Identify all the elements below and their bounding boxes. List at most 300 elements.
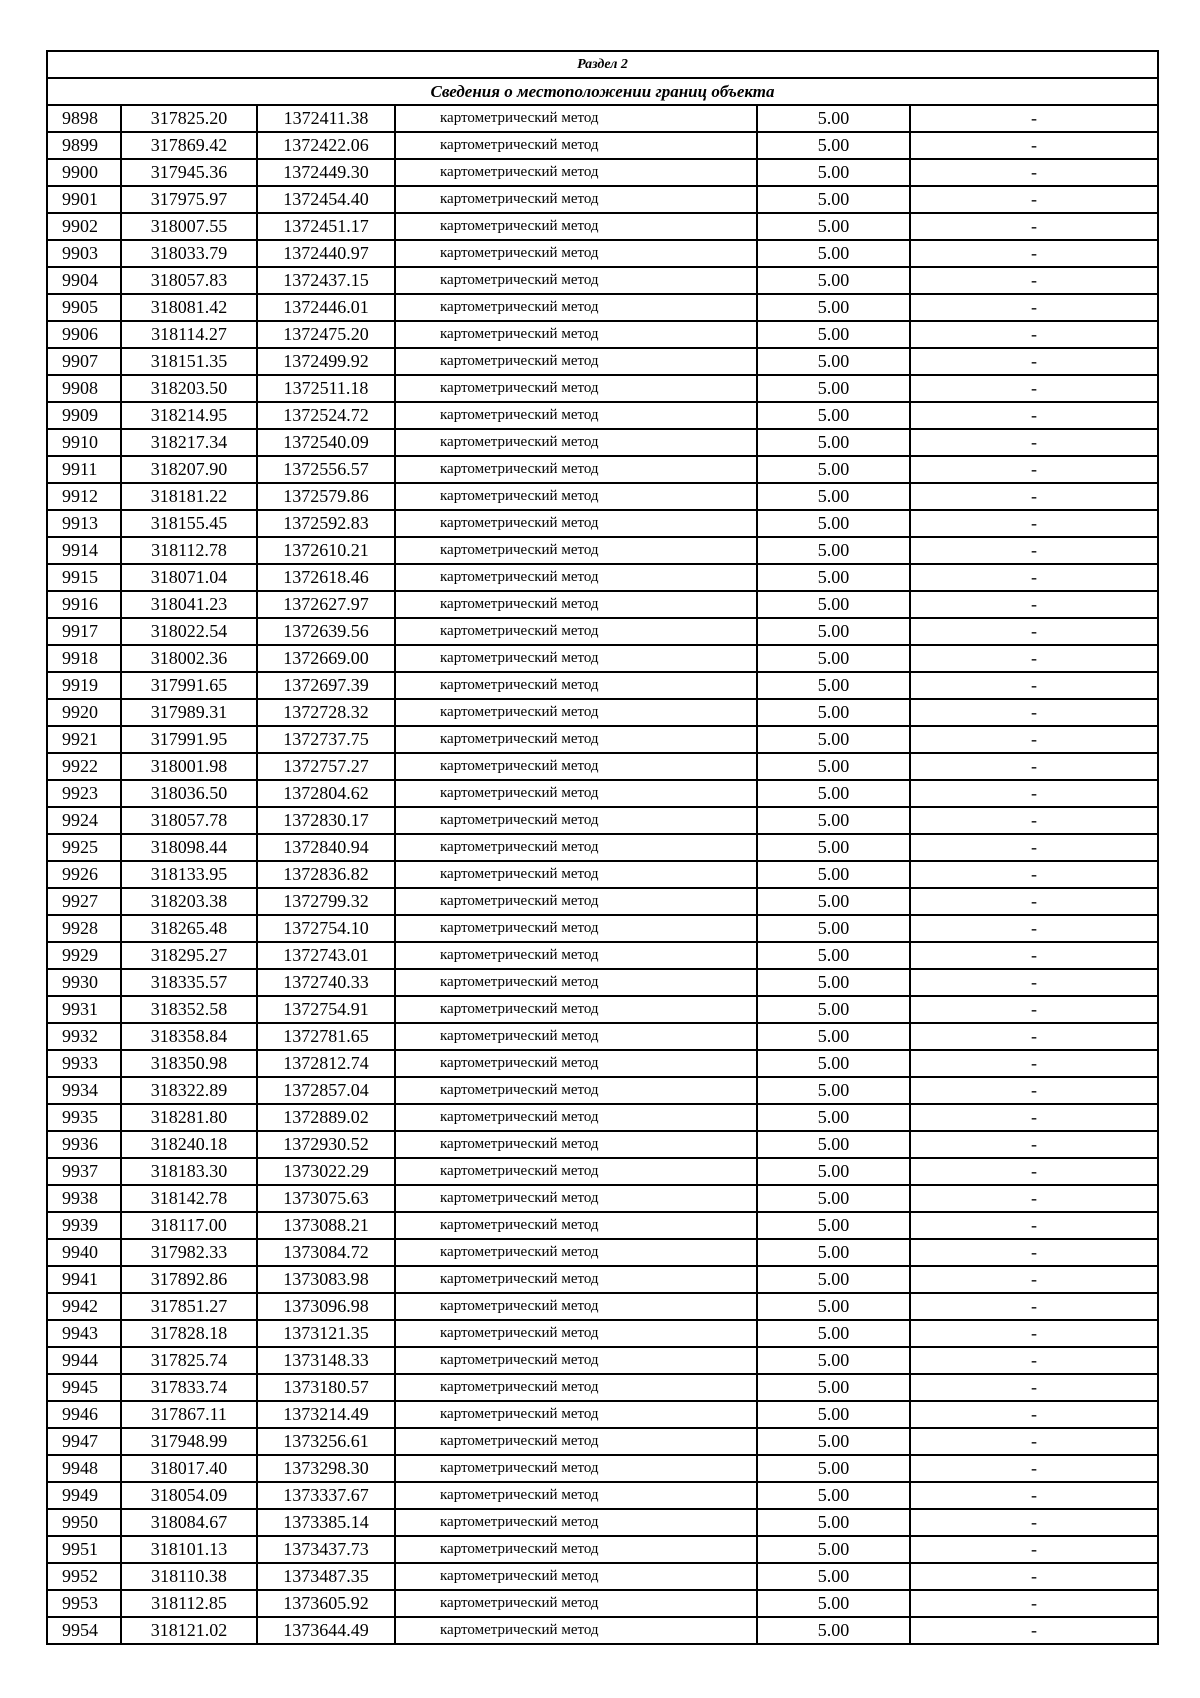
- coordinate-y-cell: 1373605.92: [257, 1590, 395, 1617]
- method-cell: картометрический метод: [395, 1536, 757, 1563]
- accuracy-cell: 5.00: [757, 1185, 910, 1212]
- table-row: [47, 915, 1158, 942]
- coordinate-y-cell: 1372627.97: [257, 591, 395, 618]
- description-cell: -: [910, 753, 1158, 780]
- coordinate-y-cell: 1372669.00: [257, 645, 395, 672]
- table-row: [47, 1077, 1158, 1104]
- description-cell: -: [910, 456, 1158, 483]
- coordinate-y-cell: 1373083.98: [257, 1266, 395, 1293]
- description-cell: -: [910, 483, 1158, 510]
- accuracy-cell: 5.00: [757, 1212, 910, 1239]
- coordinate-y-cell: 1372743.01: [257, 942, 395, 969]
- description-cell: -: [910, 888, 1158, 915]
- table-row: [47, 1374, 1158, 1401]
- table-row: [47, 645, 1158, 672]
- coordinate-y-cell: 1372499.92: [257, 348, 395, 375]
- method-cell: картометрический метод: [395, 1212, 757, 1239]
- coordinate-x-cell: 318057.78: [121, 807, 257, 834]
- coordinate-y-cell: 1373487.35: [257, 1563, 395, 1590]
- description-cell: -: [910, 213, 1158, 240]
- point-number-cell: 9912: [47, 483, 121, 510]
- description-cell: -: [910, 1266, 1158, 1293]
- description-cell: -: [910, 402, 1158, 429]
- method-cell: картометрический метод: [395, 591, 757, 618]
- table-row: [47, 1428, 1158, 1455]
- coordinate-x-cell: 318112.85: [121, 1590, 257, 1617]
- accuracy-cell: 5.00: [757, 1320, 910, 1347]
- point-number-cell: 9940: [47, 1239, 121, 1266]
- accuracy-cell: 5.00: [757, 402, 910, 429]
- method-cell: картометрический метод: [395, 1077, 757, 1104]
- coordinate-y-cell: 1372697.39: [257, 672, 395, 699]
- accuracy-cell: 5.00: [757, 348, 910, 375]
- table-row: [47, 1212, 1158, 1239]
- point-number-cell: 9943: [47, 1320, 121, 1347]
- coordinate-x-cell: 318155.45: [121, 510, 257, 537]
- point-number-cell: 9917: [47, 618, 121, 645]
- point-number-cell: 9939: [47, 1212, 121, 1239]
- method-cell: картометрический метод: [395, 996, 757, 1023]
- table-row: [47, 1050, 1158, 1077]
- accuracy-cell: 5.00: [757, 996, 910, 1023]
- description-cell: -: [910, 1158, 1158, 1185]
- coordinate-x-cell: 318358.84: [121, 1023, 257, 1050]
- accuracy-cell: 5.00: [757, 969, 910, 996]
- method-cell: картометрический метод: [395, 915, 757, 942]
- coordinate-y-cell: 1373298.30: [257, 1455, 395, 1482]
- coordinate-y-cell: 1372524.72: [257, 402, 395, 429]
- table-row: [47, 1590, 1158, 1617]
- description-cell: -: [910, 1347, 1158, 1374]
- table-row: [47, 1320, 1158, 1347]
- point-number-cell: 9948: [47, 1455, 121, 1482]
- method-cell: картометрический метод: [395, 1185, 757, 1212]
- coordinate-x-cell: 318151.35: [121, 348, 257, 375]
- coordinate-y-cell: 1373256.61: [257, 1428, 395, 1455]
- table-row: [47, 159, 1158, 186]
- coordinate-x-cell: 318214.95: [121, 402, 257, 429]
- description-cell: -: [910, 1617, 1158, 1644]
- description-cell: -: [910, 591, 1158, 618]
- coordinate-y-cell: 1372799.32: [257, 888, 395, 915]
- accuracy-cell: 5.00: [757, 213, 910, 240]
- description-cell: -: [910, 132, 1158, 159]
- description-cell: -: [910, 726, 1158, 753]
- point-number-cell: 9936: [47, 1131, 121, 1158]
- coordinate-x-cell: 317989.31: [121, 699, 257, 726]
- description-cell: -: [910, 537, 1158, 564]
- coordinate-x-cell: 318101.13: [121, 1536, 257, 1563]
- point-number-cell: 9941: [47, 1266, 121, 1293]
- point-number-cell: 9924: [47, 807, 121, 834]
- point-number-cell: 9930: [47, 969, 121, 996]
- method-cell: картометрический метод: [395, 1563, 757, 1590]
- description-cell: -: [910, 807, 1158, 834]
- method-cell: картометрический метод: [395, 1428, 757, 1455]
- table-row: [47, 1509, 1158, 1536]
- table-row: [47, 1158, 1158, 1185]
- coordinate-x-cell: 318133.95: [121, 861, 257, 888]
- method-cell: картометрический метод: [395, 510, 757, 537]
- coordinate-y-cell: 1372579.86: [257, 483, 395, 510]
- accuracy-cell: 5.00: [757, 645, 910, 672]
- coordinate-y-cell: 1372511.18: [257, 375, 395, 402]
- table-row: [47, 996, 1158, 1023]
- description-cell: -: [910, 1212, 1158, 1239]
- accuracy-cell: 5.00: [757, 1374, 910, 1401]
- coordinate-y-cell: 1372540.09: [257, 429, 395, 456]
- table-row: [47, 591, 1158, 618]
- accuracy-cell: 5.00: [757, 888, 910, 915]
- coordinate-y-cell: 1372889.02: [257, 1104, 395, 1131]
- accuracy-cell: 5.00: [757, 1131, 910, 1158]
- point-number-cell: 9946: [47, 1401, 121, 1428]
- description-cell: -: [910, 1104, 1158, 1131]
- description-cell: -: [910, 780, 1158, 807]
- point-number-cell: 9931: [47, 996, 121, 1023]
- table-row: [47, 780, 1158, 807]
- accuracy-cell: 5.00: [757, 915, 910, 942]
- description-cell: -: [910, 672, 1158, 699]
- coordinate-x-cell: 317892.86: [121, 1266, 257, 1293]
- table-row: [47, 699, 1158, 726]
- accuracy-cell: 5.00: [757, 1482, 910, 1509]
- table-row: [47, 1617, 1158, 1644]
- accuracy-cell: 5.00: [757, 564, 910, 591]
- table-row: [47, 375, 1158, 402]
- coordinate-y-cell: 1372618.46: [257, 564, 395, 591]
- description-cell: -: [910, 240, 1158, 267]
- method-cell: картометрический метод: [395, 888, 757, 915]
- coordinate-y-cell: 1372836.82: [257, 861, 395, 888]
- coordinate-y-cell: 1372781.65: [257, 1023, 395, 1050]
- point-number-cell: 9928: [47, 915, 121, 942]
- coordinate-x-cell: 318181.22: [121, 483, 257, 510]
- accuracy-cell: 5.00: [757, 267, 910, 294]
- point-number-cell: 9900: [47, 159, 121, 186]
- description-cell: -: [910, 861, 1158, 888]
- coordinate-x-cell: 318098.44: [121, 834, 257, 861]
- accuracy-cell: 5.00: [757, 726, 910, 753]
- table-row: [47, 942, 1158, 969]
- point-number-cell: 9944: [47, 1347, 121, 1374]
- point-number-cell: 9950: [47, 1509, 121, 1536]
- accuracy-cell: 5.00: [757, 807, 910, 834]
- coordinate-y-cell: 1372449.30: [257, 159, 395, 186]
- accuracy-cell: 5.00: [757, 1428, 910, 1455]
- coordinate-y-cell: 1373088.21: [257, 1212, 395, 1239]
- point-number-cell: 9933: [47, 1050, 121, 1077]
- method-cell: картометрический метод: [395, 267, 757, 294]
- accuracy-cell: 5.00: [757, 618, 910, 645]
- description-cell: -: [910, 1509, 1158, 1536]
- method-cell: картометрический метод: [395, 1617, 757, 1644]
- coordinate-x-cell: 318081.42: [121, 294, 257, 321]
- coordinate-x-cell: 318022.54: [121, 618, 257, 645]
- description-cell: -: [910, 1131, 1158, 1158]
- description-cell: -: [910, 942, 1158, 969]
- point-number-cell: 9911: [47, 456, 121, 483]
- method-cell: картометрический метод: [395, 186, 757, 213]
- table-row: [47, 1563, 1158, 1590]
- coordinate-y-cell: 1372804.62: [257, 780, 395, 807]
- method-cell: картометрический метод: [395, 645, 757, 672]
- section-title-row: [47, 78, 1158, 105]
- coordinate-x-cell: 318322.89: [121, 1077, 257, 1104]
- accuracy-cell: 5.00: [757, 294, 910, 321]
- coordinate-x-cell: 318036.50: [121, 780, 257, 807]
- table-row: [47, 861, 1158, 888]
- coordinate-x-cell: 318112.78: [121, 537, 257, 564]
- point-number-cell: 9947: [47, 1428, 121, 1455]
- method-cell: картометрический метод: [395, 1023, 757, 1050]
- coordinate-x-cell: 318203.50: [121, 375, 257, 402]
- coordinate-y-cell: 1372411.38: [257, 105, 395, 132]
- point-number-cell: 9915: [47, 564, 121, 591]
- description-cell: -: [910, 267, 1158, 294]
- description-cell: -: [910, 1401, 1158, 1428]
- description-cell: -: [910, 564, 1158, 591]
- accuracy-cell: 5.00: [757, 1104, 910, 1131]
- coordinate-y-cell: 1373437.73: [257, 1536, 395, 1563]
- method-cell: картометрический метод: [395, 132, 757, 159]
- accuracy-cell: 5.00: [757, 780, 910, 807]
- accuracy-cell: 5.00: [757, 1023, 910, 1050]
- method-cell: картометрический метод: [395, 375, 757, 402]
- table-row: [47, 1266, 1158, 1293]
- method-cell: картометрический метод: [395, 726, 757, 753]
- description-cell: -: [910, 618, 1158, 645]
- point-number-cell: 9952: [47, 1563, 121, 1590]
- method-cell: картометрический метод: [395, 618, 757, 645]
- point-number-cell: 9913: [47, 510, 121, 537]
- accuracy-cell: 5.00: [757, 861, 910, 888]
- point-number-cell: 9901: [47, 186, 121, 213]
- accuracy-cell: 5.00: [757, 1509, 910, 1536]
- method-cell: картометрический метод: [395, 1131, 757, 1158]
- description-cell: -: [910, 1563, 1158, 1590]
- section-title: Сведения о местоположении границ объекта: [47, 78, 1158, 105]
- accuracy-cell: 5.00: [757, 132, 910, 159]
- table-row: [47, 807, 1158, 834]
- accuracy-cell: 5.00: [757, 510, 910, 537]
- table-row: [47, 888, 1158, 915]
- accuracy-cell: 5.00: [757, 429, 910, 456]
- coordinate-x-cell: 317869.42: [121, 132, 257, 159]
- point-number-cell: 9932: [47, 1023, 121, 1050]
- coordinate-x-cell: 318142.78: [121, 1185, 257, 1212]
- table-row: [47, 726, 1158, 753]
- method-cell: картометрический метод: [395, 1158, 757, 1185]
- accuracy-cell: 5.00: [757, 159, 910, 186]
- coordinate-y-cell: 1372437.15: [257, 267, 395, 294]
- description-cell: -: [910, 294, 1158, 321]
- table-row: [47, 753, 1158, 780]
- accuracy-cell: 5.00: [757, 1347, 910, 1374]
- point-number-cell: 9909: [47, 402, 121, 429]
- coordinate-x-cell: 318203.38: [121, 888, 257, 915]
- point-number-cell: 9949: [47, 1482, 121, 1509]
- coordinate-x-cell: 318121.02: [121, 1617, 257, 1644]
- accuracy-cell: 5.00: [757, 186, 910, 213]
- point-number-cell: 9920: [47, 699, 121, 726]
- point-number-cell: 9927: [47, 888, 121, 915]
- description-cell: -: [910, 510, 1158, 537]
- method-cell: картометрический метод: [395, 834, 757, 861]
- point-number-cell: 9905: [47, 294, 121, 321]
- accuracy-cell: 5.00: [757, 1617, 910, 1644]
- method-cell: картометрический метод: [395, 1482, 757, 1509]
- table-row: [47, 483, 1158, 510]
- point-number-cell: 9929: [47, 942, 121, 969]
- method-cell: картометрический метод: [395, 861, 757, 888]
- point-number-cell: 9953: [47, 1590, 121, 1617]
- accuracy-cell: 5.00: [757, 1590, 910, 1617]
- coordinate-y-cell: 1373075.63: [257, 1185, 395, 1212]
- coordinate-x-cell: 318117.00: [121, 1212, 257, 1239]
- method-cell: картометрический метод: [395, 780, 757, 807]
- method-cell: картометрический метод: [395, 294, 757, 321]
- point-number-cell: 9926: [47, 861, 121, 888]
- coordinate-y-cell: 1373644.49: [257, 1617, 395, 1644]
- coordinate-y-cell: 1372610.21: [257, 537, 395, 564]
- coordinate-x-cell: 318295.27: [121, 942, 257, 969]
- table-row: [47, 1401, 1158, 1428]
- description-cell: -: [910, 1050, 1158, 1077]
- coordinate-x-cell: 317825.20: [121, 105, 257, 132]
- accuracy-cell: 5.00: [757, 1455, 910, 1482]
- point-number-cell: 9935: [47, 1104, 121, 1131]
- point-number-cell: 9923: [47, 780, 121, 807]
- description-cell: -: [910, 1185, 1158, 1212]
- point-number-cell: 9910: [47, 429, 121, 456]
- table-row: [47, 1185, 1158, 1212]
- coordinate-x-cell: 317825.74: [121, 1347, 257, 1374]
- method-cell: картометрический метод: [395, 942, 757, 969]
- coordinate-x-cell: 318033.79: [121, 240, 257, 267]
- coordinate-y-cell: 1373121.35: [257, 1320, 395, 1347]
- table-row: [47, 510, 1158, 537]
- coordinate-y-cell: 1372930.52: [257, 1131, 395, 1158]
- coordinate-y-cell: 1372757.27: [257, 753, 395, 780]
- coordinate-x-cell: 318281.80: [121, 1104, 257, 1131]
- accuracy-cell: 5.00: [757, 672, 910, 699]
- description-cell: -: [910, 186, 1158, 213]
- method-cell: картометрический метод: [395, 456, 757, 483]
- method-cell: картометрический метод: [395, 564, 757, 591]
- point-number-cell: 9921: [47, 726, 121, 753]
- coordinate-y-cell: 1372440.97: [257, 240, 395, 267]
- coordinate-x-cell: 318057.83: [121, 267, 257, 294]
- description-cell: -: [910, 1455, 1158, 1482]
- description-cell: -: [910, 429, 1158, 456]
- description-cell: -: [910, 1590, 1158, 1617]
- accuracy-cell: 5.00: [757, 456, 910, 483]
- accuracy-cell: 5.00: [757, 753, 910, 780]
- method-cell: картометрический метод: [395, 1455, 757, 1482]
- coordinate-x-cell: 318114.27: [121, 321, 257, 348]
- point-number-cell: 9925: [47, 834, 121, 861]
- coordinate-y-cell: 1372754.10: [257, 915, 395, 942]
- coordinate-x-cell: 317975.97: [121, 186, 257, 213]
- point-number-cell: 9919: [47, 672, 121, 699]
- table-row: [47, 537, 1158, 564]
- accuracy-cell: 5.00: [757, 942, 910, 969]
- table-row: [47, 1023, 1158, 1050]
- table-row: [47, 240, 1158, 267]
- table-row: [47, 321, 1158, 348]
- table-row: [47, 1131, 1158, 1158]
- point-number-cell: 9907: [47, 348, 121, 375]
- coordinate-y-cell: 1373385.14: [257, 1509, 395, 1536]
- coordinate-y-cell: 1372639.56: [257, 618, 395, 645]
- table-row: [47, 186, 1158, 213]
- description-cell: -: [910, 1293, 1158, 1320]
- coordinate-x-cell: 318352.58: [121, 996, 257, 1023]
- table-row: [47, 1482, 1158, 1509]
- coordinate-x-cell: 318183.30: [121, 1158, 257, 1185]
- point-number-cell: 9904: [47, 267, 121, 294]
- method-cell: картометрический метод: [395, 429, 757, 456]
- coordinate-x-cell: 317945.36: [121, 159, 257, 186]
- description-cell: -: [910, 1374, 1158, 1401]
- table-row: [47, 672, 1158, 699]
- coordinate-x-cell: 318054.09: [121, 1482, 257, 1509]
- method-cell: картометрический метод: [395, 1509, 757, 1536]
- coordinate-y-cell: 1372475.20: [257, 321, 395, 348]
- description-cell: -: [910, 1320, 1158, 1347]
- coordinate-y-cell: 1373084.72: [257, 1239, 395, 1266]
- table-row: [47, 1536, 1158, 1563]
- description-cell: -: [910, 1239, 1158, 1266]
- description-cell: -: [910, 834, 1158, 861]
- accuracy-cell: 5.00: [757, 1077, 910, 1104]
- accuracy-cell: 5.00: [757, 1239, 910, 1266]
- accuracy-cell: 5.00: [757, 1536, 910, 1563]
- coordinate-x-cell: 317867.11: [121, 1401, 257, 1428]
- accuracy-cell: 5.00: [757, 321, 910, 348]
- description-cell: -: [910, 375, 1158, 402]
- coordinate-x-cell: 317982.33: [121, 1239, 257, 1266]
- accuracy-cell: 5.00: [757, 1050, 910, 1077]
- coordinate-y-cell: 1372454.40: [257, 186, 395, 213]
- table-row: [47, 969, 1158, 996]
- method-cell: картометрический метод: [395, 1320, 757, 1347]
- point-number-cell: 9951: [47, 1536, 121, 1563]
- table-row: [47, 1104, 1158, 1131]
- point-number-cell: 9918: [47, 645, 121, 672]
- coordinate-y-cell: 1372592.83: [257, 510, 395, 537]
- point-number-cell: 9945: [47, 1374, 121, 1401]
- method-cell: картометрический метод: [395, 1401, 757, 1428]
- accuracy-cell: 5.00: [757, 699, 910, 726]
- table-row: [47, 429, 1158, 456]
- accuracy-cell: 5.00: [757, 834, 910, 861]
- coordinate-x-cell: 317948.99: [121, 1428, 257, 1455]
- method-cell: картометрический метод: [395, 402, 757, 429]
- point-number-cell: 9914: [47, 537, 121, 564]
- coordinate-x-cell: 318240.18: [121, 1131, 257, 1158]
- coordinate-x-cell: 317851.27: [121, 1293, 257, 1320]
- method-cell: картометрический метод: [395, 483, 757, 510]
- table-row: [47, 1239, 1158, 1266]
- accuracy-cell: 5.00: [757, 483, 910, 510]
- coordinate-y-cell: 1372737.75: [257, 726, 395, 753]
- coordinate-x-cell: 318071.04: [121, 564, 257, 591]
- table-row: [47, 1455, 1158, 1482]
- coordinate-y-cell: 1373022.29: [257, 1158, 395, 1185]
- point-number-cell: 9937: [47, 1158, 121, 1185]
